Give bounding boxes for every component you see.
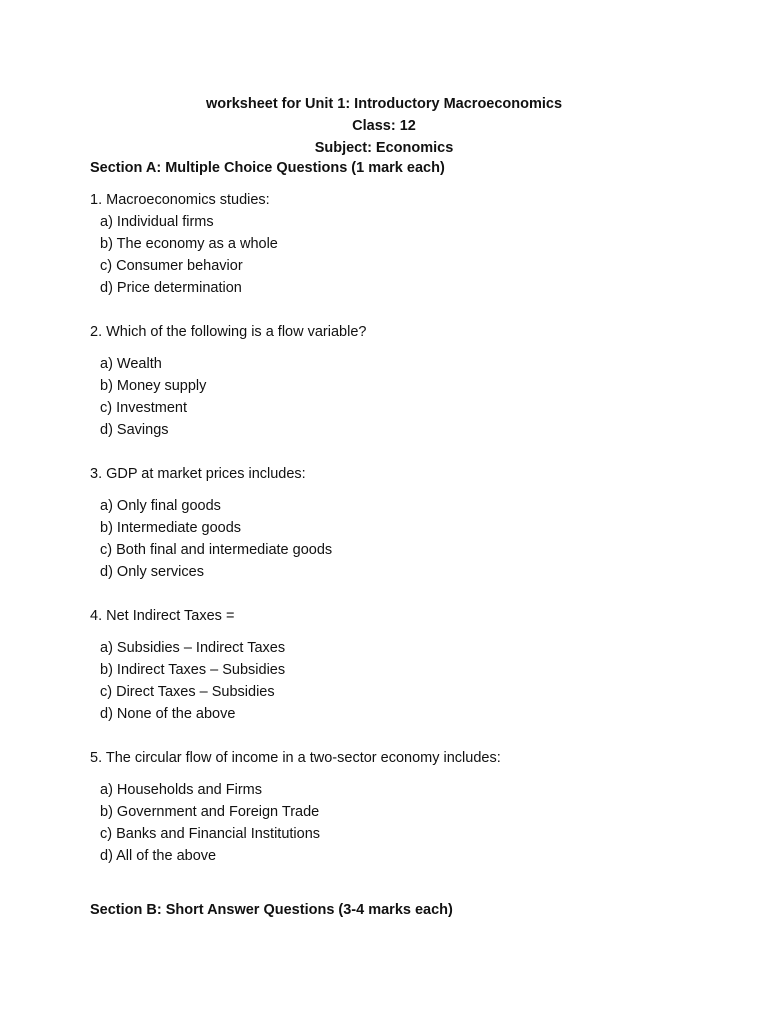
option-a: a) Only final goods	[100, 498, 221, 514]
option-list	[90, 495, 690, 583]
question-2	[90, 321, 690, 441]
section-a-title: Section A: Multiple Choice Questions (1 mark each)	[90, 160, 445, 176]
question-text: 5. The circular flow of income in a two-sector economy includes:	[90, 750, 501, 766]
question-1	[90, 189, 690, 299]
option-c: c) Both final and intermediate goods	[100, 542, 333, 558]
option-d: d) Savings	[100, 422, 169, 438]
subject-line: Subject: Economics	[314, 140, 454, 156]
option-d: d) Price determination	[100, 280, 242, 296]
option-d: d) Only services	[100, 564, 204, 580]
section-b-title: Section B: Short Answer Questions (3-4 marks each)	[90, 902, 453, 918]
option-list	[90, 211, 690, 299]
option-d: d) All of the above	[100, 848, 217, 864]
option-c: c) Direct Taxes – Subsidies	[100, 684, 275, 700]
option-c: c) Consumer behavior	[100, 258, 243, 274]
worksheet-header	[0, 93, 768, 159]
worksheet-title: worksheet for Unit 1: Introductory Macroeconomics	[205, 96, 563, 112]
option-list	[90, 779, 690, 867]
option-a: a) Wealth	[100, 356, 162, 372]
option-c: c) Investment	[100, 400, 188, 416]
question-text: 1. Macroeconomics studies:	[90, 192, 270, 208]
option-list	[90, 637, 690, 725]
question-4	[90, 605, 690, 725]
question-text: 2. Which of the following is a flow variable?	[90, 324, 367, 340]
option-b: b) The economy as a whole	[100, 236, 278, 252]
option-list	[90, 353, 690, 441]
option-b: b) Indirect Taxes – Subsidies	[100, 662, 286, 678]
question-3	[90, 463, 690, 583]
option-a: a) Individual firms	[100, 214, 214, 230]
option-d: d) None of the above	[100, 706, 236, 722]
option-c: c) Banks and Financial Institutions	[100, 826, 321, 842]
option-a: a) Households and Firms	[100, 782, 262, 798]
option-a: a) Subsidies – Indirect Taxes	[100, 640, 286, 656]
option-b: b) Money supply	[100, 378, 207, 394]
option-b: b) Intermediate goods	[100, 520, 242, 536]
class-line: Class: 12	[352, 118, 416, 134]
option-b: b) Government and Foreign Trade	[100, 804, 320, 820]
question-5	[90, 747, 690, 867]
question-text: 3. GDP at market prices includes:	[90, 466, 306, 482]
question-text: 4. Net Indirect Taxes =	[90, 608, 235, 624]
